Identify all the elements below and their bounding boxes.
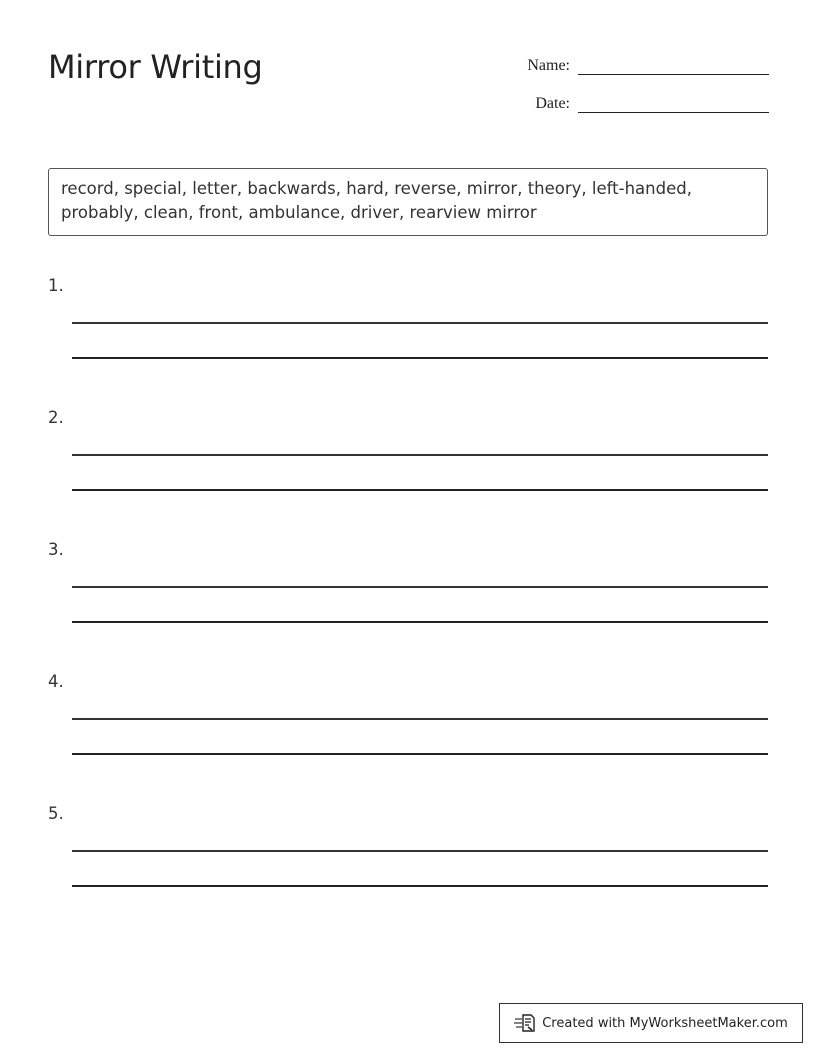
item-number: 2. (48, 408, 64, 427)
date-field (510, 94, 769, 113)
date-blank-line (578, 94, 769, 113)
list-item (48, 408, 768, 508)
answer-line (72, 621, 768, 623)
word-bank: record, special, letter, backwards, hard, reverse, mirror, theory, left-handed, probably, clean, front, ambulance, driver, rearview mirror (48, 168, 768, 236)
worksheet-maker-logo-icon (514, 1012, 536, 1034)
answer-line (72, 454, 768, 456)
answer-line (72, 489, 768, 491)
footer-text: Created with MyWorksheetMaker.com (542, 1015, 788, 1031)
answer-line (72, 586, 768, 588)
page-title: Mirror Writing (48, 48, 263, 86)
item-number: 1. (48, 276, 64, 295)
answer-line (72, 753, 768, 755)
list-item (48, 672, 768, 772)
list-item (48, 804, 768, 904)
name-field (510, 56, 769, 75)
item-number: 4. (48, 672, 64, 691)
footer-badge[interactable] (499, 1003, 803, 1043)
date-label: Date: (535, 95, 570, 112)
answer-line (72, 357, 768, 359)
item-number: 5. (48, 804, 64, 823)
list-item (48, 276, 768, 376)
answer-line (72, 718, 768, 720)
list-item (48, 540, 768, 640)
answer-line (72, 885, 768, 887)
answer-line (72, 322, 768, 324)
answer-line (72, 850, 768, 852)
item-number: 3. (48, 540, 64, 559)
name-blank-line (578, 56, 769, 75)
name-label: Name: (527, 57, 570, 74)
